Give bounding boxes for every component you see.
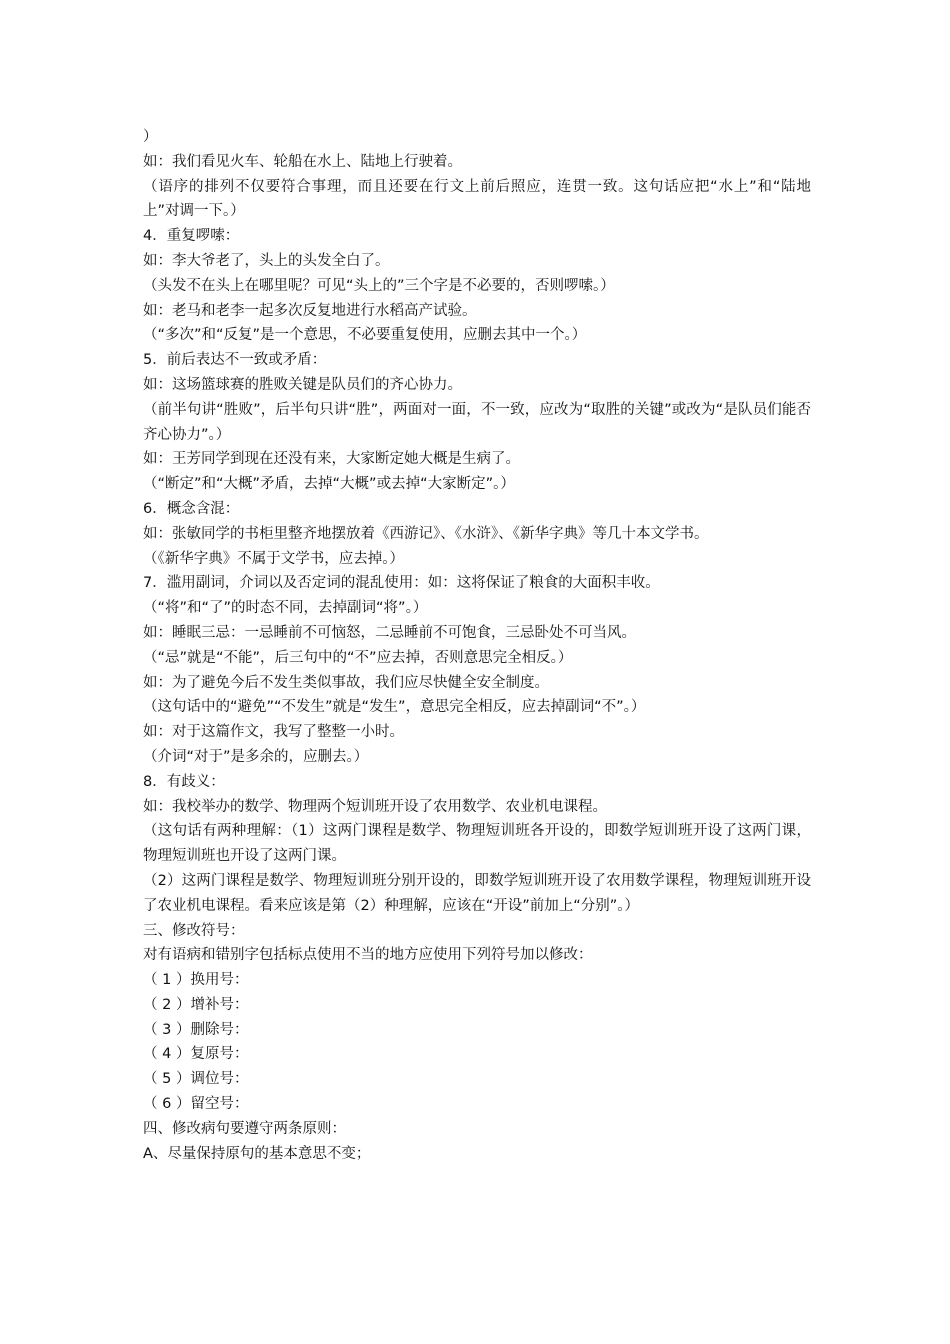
example-line: 如：李大爷老了，头上的头发全白了。 [143,252,390,269]
explanation-line: （《新华字典》不属于文学书，应去掉。） [143,550,404,567]
list-item: （ 3 ）删除号： [143,1021,249,1038]
example-line: 如：老马和老李一起多次反复地进行水稻高产试验。 [143,302,477,319]
explanation-line: （介词“对于”是多余的，应删去。） [143,748,369,765]
explanation-line: （2）这两门课程是数学、物理短训班分别开设的，即数学短训班开设了农用数学课程，物理短训班开设了农业机电课程。看来应该是第（2）种理解，应该在“开设”前加上“分别”。） [143,872,811,914]
list-item: （ 2 ）增补号： [143,996,249,1013]
explanation-line: （“忌”就是“不能”，后三句中的“不”应去掉，否则意思完全相反。） [143,649,573,666]
explanation-line: （这句话有两种理解：（1）这两门课程是数学、物理短训班各开设的，即数学短训班开设了这两门课，物理短训班也开设了这两门课。 [143,823,811,865]
section-heading: 7．滥用副词，介词以及否定词的混乱使用：如：这将保证了粮食的大面积丰收。 [143,575,660,592]
section-heading: 三、修改符号： [143,922,245,939]
example-line: 如：张敏同学的书柜里整齐地摆放着《西游记》、《水浒》、《新华字典》等几十本文学书。 [143,525,709,542]
section-heading: 6．概念含混： [143,500,240,517]
paragraph-line: A、尽量保持原句的基本意思不变； [143,1145,371,1162]
section-heading: 四、修改病句要遵守两条原则： [143,1120,346,1137]
section-heading: 5．前后表达不一致或矛盾： [143,352,327,369]
example-line: 如：睡眠三忌：一忌睡前不可恼怒，二忌睡前不可饱食，三忌卧处不可当风。 [143,624,636,641]
explanation-line: （头发不在头上在哪里呢？可见“头上的”三个字是不必要的，否则啰嗦。） [143,277,615,294]
closing-paren-line: ） [143,129,158,145]
explanation-line: （这句话中的“避免”“不发生”就是“发生”，意思完全相反，应去掉副词“不”。） [143,699,646,716]
section-heading: 4．重复啰嗦： [143,228,240,245]
example-line: 如：为了避免今后不发生类似事故，我们应尽快健全安全制度。 [143,674,549,691]
list-item: （ 4 ）复原号： [143,1046,249,1063]
explanation-line: （“将”和“了”的时态不同，去掉副词“将”。） [143,600,428,617]
document-body [143,125,811,1166]
explanation-line: （“多次”和“反复”是一个意思，不必要重复使用，应删去其中一个。） [143,327,587,344]
list-item: （ 5 ）调位号： [143,1071,249,1088]
example-line: 如：我校举办的数学、物理两个短训班开设了农用数学、农业机电课程。 [143,798,607,815]
section-heading: 8．有歧义： [143,773,225,790]
explanation-line: （前半句讲“胜败”，后半句只讲“胜”，两面对一面，不一致，应改为“取胜的关键”或改为“是队员们能否齐心协力”。） [143,401,811,443]
explanation-line: （“断定”和“大概”矛盾，去掉“大概”或去掉“大家断定”。） [143,476,515,493]
example-line: 如：我们看见火车、轮船在水上、陆地上行驶着。 [143,153,462,170]
example-line: 如：王芳同学到现在还没有来，大家断定她大概是生病了。 [143,451,520,468]
paragraph-line: 对有语病和错别字包括标点使用不当的地方应使用下列符号加以修改： [143,947,593,964]
list-item: （ 1 ）换用号： [143,972,249,989]
example-line: 如：这场篮球赛的胜败关键是队员们的齐心协力。 [143,376,462,393]
example-line: 如：对于这篇作文，我写了整整一小时。 [143,724,404,741]
explanation-line: （语序的排列不仅要符合事理，而且还要在行文上前后照应，连贯一致。这句话应把“水上”和“陆地上”对调一下。） [143,178,811,220]
list-item: （ 6 ）留空号： [143,1096,249,1113]
